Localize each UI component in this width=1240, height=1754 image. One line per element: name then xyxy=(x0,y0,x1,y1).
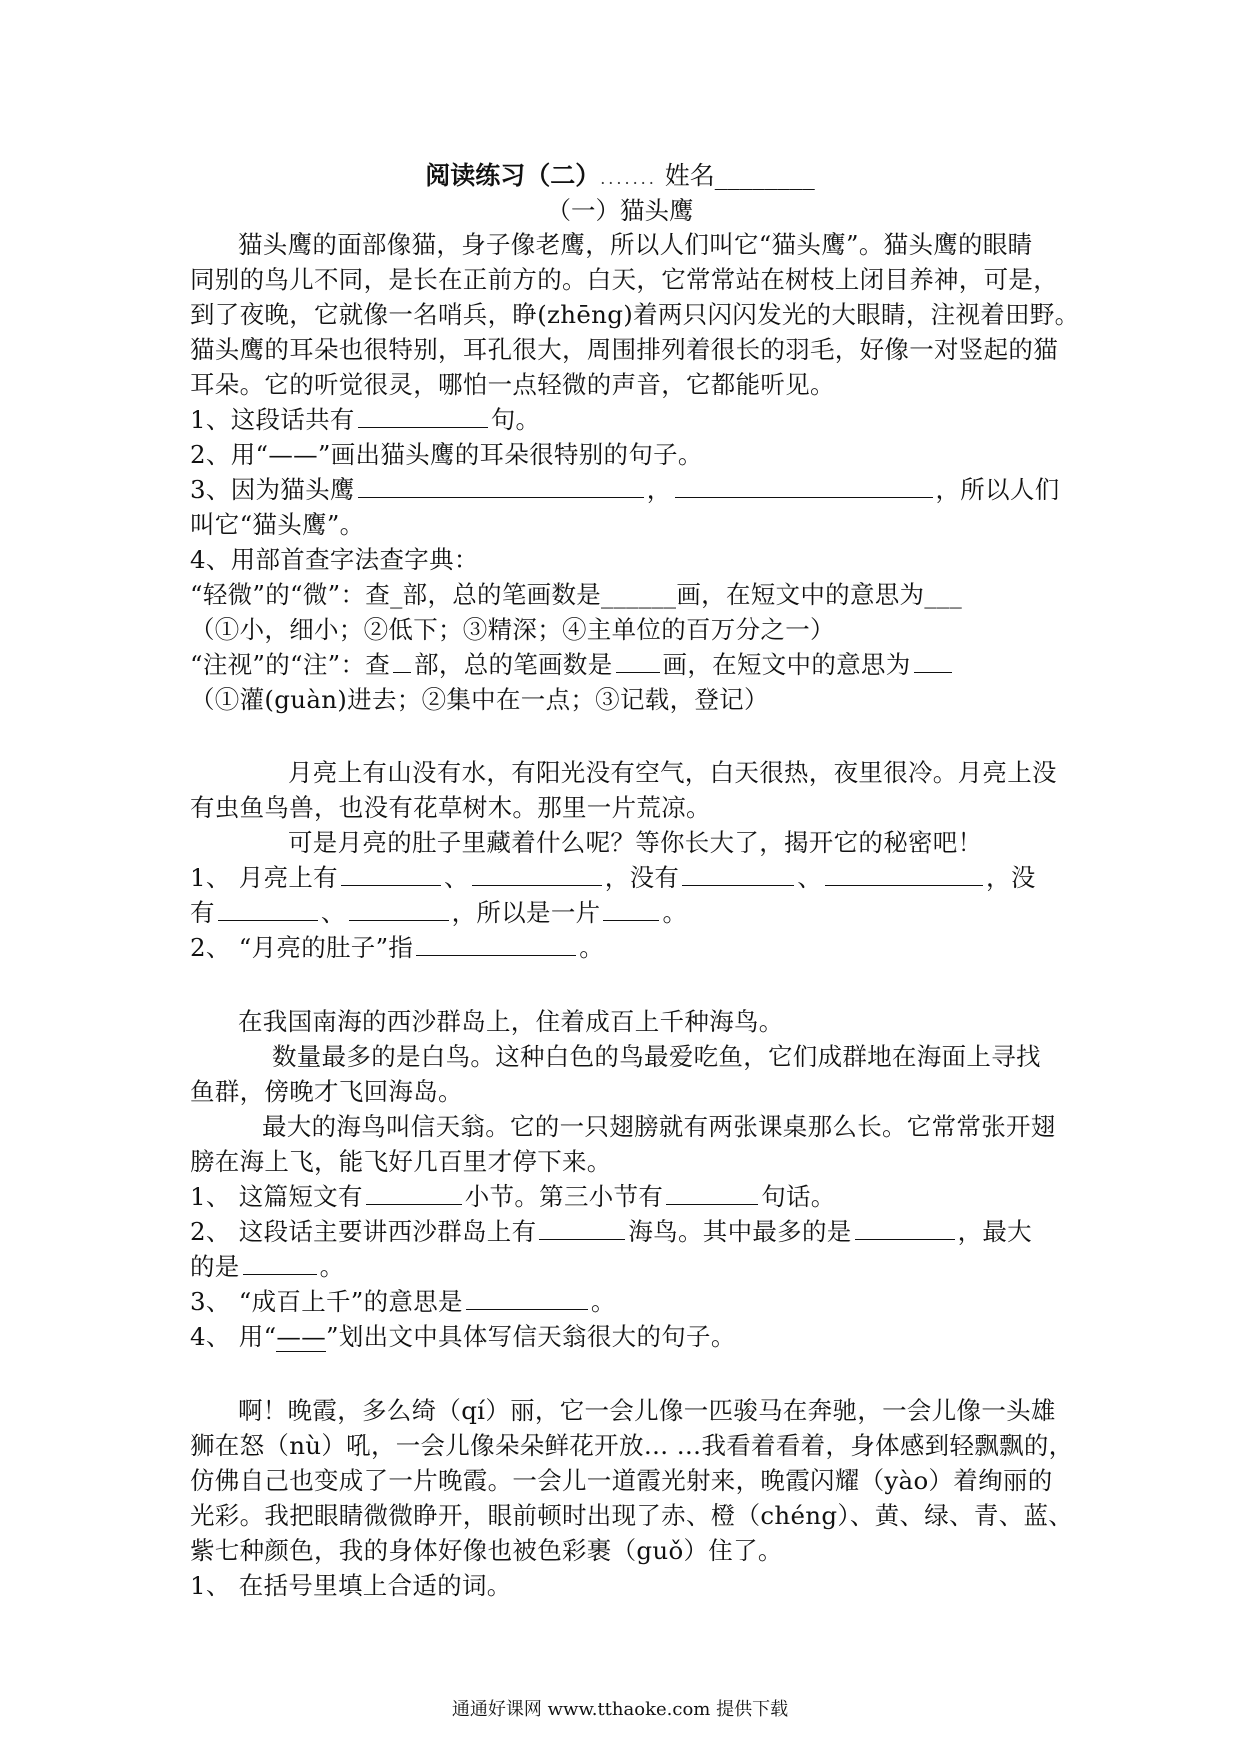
answer-blank[interactable] xyxy=(366,1180,462,1205)
question-4-zhu-options: （①灌(guàn)进去；②集中在一点；③记载，登记） xyxy=(190,685,769,714)
answer-blank[interactable] xyxy=(603,896,659,921)
answer-blank[interactable] xyxy=(472,861,602,886)
answer-blank[interactable] xyxy=(358,403,488,428)
section3-line: 膀在海上飞，能飞好几百里才停下来。 xyxy=(190,1147,612,1176)
answer-blank[interactable] xyxy=(349,896,449,921)
section3-line: 数量最多的是白鸟。这种白色的鸟最爱吃鱼，它们成群地在海面上寻找 xyxy=(272,1042,1041,1071)
section3-question-1: 1、 这篇短文有 小节。第三小节有 句话。 xyxy=(190,1182,836,1211)
section4-line: 紫七种颜色，我的身体好像也被色彩裹（guǒ）住了。 xyxy=(190,1536,783,1565)
section1-line: 耳朵。它的听觉很灵，哪怕一点轻微的声音，它都能听见。 xyxy=(190,370,835,399)
section2-question-2: 2、 “月亮的肚子”指 。 xyxy=(190,933,605,962)
section4-question-1: 1、 在括号里填上合适的词。 xyxy=(190,1571,512,1600)
section1-line: 同别的鸟儿不同，是长在正前方的。白天，它常常站在树枝上闭目养神，可是， xyxy=(190,265,1058,294)
section3-question-2: 2、 这段话主要讲西沙群岛上有 海鸟。其中最多的是 ，最大 xyxy=(190,1217,1032,1246)
section1-question-2: 2、用“——”画出猫头鹰的耳朵很特别的句子。 xyxy=(190,440,703,469)
section1-line: 到了夜晚，它就像一名哨兵，睁(zhēng)着两只闪闪发光的大眼睛，注视着田野。 xyxy=(190,300,1080,329)
answer-blank[interactable] xyxy=(393,648,411,673)
section1-question-3-cont: 叫它“猫头鹰”。 xyxy=(190,510,365,539)
underlined-dash: —— xyxy=(276,1322,327,1351)
section4-line: 光彩。我把眼睛微微睁开，眼前顿时出现了赤、橙（chéng）、黄、绿、青、蓝、 xyxy=(190,1501,1074,1530)
section3-question-2-cont: 的是 。 xyxy=(190,1252,345,1281)
section2-line: 可是月亮的肚子里藏着什么呢？等你长大了，揭开它的秘密吧！ xyxy=(288,828,983,857)
footer-credit: 通通好课网 www.tthaoke.com 提供下载 xyxy=(451,1699,789,1720)
answer-blank[interactable] xyxy=(358,473,644,498)
worksheet-title: 阅读练习（二） xyxy=(425,161,601,190)
section1-question-4: 4、用部首查字法查字典： xyxy=(190,545,479,574)
section2-question-1-cont: 有 、 ，所以是一片 。 xyxy=(190,898,688,927)
answer-blank[interactable] xyxy=(914,648,952,673)
section4-line: 仿佛自己也变成了一片晚霞。一会儿一道霞光射来，晚霞闪耀（yào）着绚丽的 xyxy=(190,1466,1053,1495)
section1-question-3: 3、因为猫头鹰 ， ，所以人们 xyxy=(190,475,1060,504)
answer-blank[interactable] xyxy=(218,896,318,921)
section1-subtitle: （一）猫头鹰 xyxy=(546,196,694,225)
answer-blank[interactable] xyxy=(539,1215,625,1240)
question-4-wei-options: （①小，细小；②低下；③精深；④主单位的百万分之一） xyxy=(190,615,835,644)
section2-line: 有虫鱼鸟兽，也没有花草树木。那里一片荒凉。 xyxy=(190,793,711,822)
section3-question-4: 4、 用“——”划出文中具体写信天翁很大的句子。 xyxy=(190,1322,736,1351)
section3-question-3: 3、 “成百上千”的意思是 。 xyxy=(190,1287,616,1316)
answer-blank[interactable] xyxy=(675,473,933,498)
section1-line: 猫头鹰的面部像猫，身子像老鹰，所以人们叫它“猫头鹰”。猫头鹰的眼睛 xyxy=(238,230,1033,259)
answer-blank[interactable] xyxy=(341,861,441,886)
section4-line: 狮在怒（nù）吼，一会儿像朵朵鲜花开放… …我看着看着，身体感到轻飘飘的， xyxy=(190,1431,1074,1460)
question-4-zhu: “注视”的“注”：查 部，总的笔画数是 画，在短文中的意思为 xyxy=(190,648,955,682)
answer-blank[interactable] xyxy=(466,1285,588,1310)
answer-blank[interactable] xyxy=(616,648,660,673)
answer-blank[interactable] xyxy=(666,1180,758,1205)
worksheet-header xyxy=(0,158,1240,197)
answer-blank[interactable] xyxy=(243,1250,317,1275)
answer-blank[interactable] xyxy=(416,931,576,956)
section1-line: 猫头鹰的耳朵也很特别，耳孔很大，周围排列着很长的羽毛，好像一对竖起的猫 xyxy=(190,335,1058,364)
section1-question-1: 1、这段话共有 句。 xyxy=(190,405,541,434)
question-4-wei: “轻微”的“微”：查_部，总的笔画数是______画，在短文中的意思为___ xyxy=(190,580,962,609)
section2-question-1: 1、 月亮上有 、 ，没有 、 ，没 xyxy=(190,863,1036,892)
answer-blank[interactable] xyxy=(825,861,983,886)
section2-line: 月亮上有山没有水，有阳光没有空气，白天很热，夜里很冷。月亮上没 xyxy=(288,758,1057,787)
name-label: 姓名________ xyxy=(664,161,815,190)
answer-blank[interactable] xyxy=(855,1215,955,1240)
section3-line: 鱼群，傍晚才飞回海岛。 xyxy=(190,1077,463,1106)
title-dots: ....... xyxy=(600,169,657,188)
section4-line: 啊！晚霞，多么绮（qí）丽，它一会儿像一匹骏马在奔驰，一会儿像一头雄 xyxy=(238,1396,1056,1425)
answer-blank[interactable] xyxy=(682,861,794,886)
section3-line: 在我国南海的西沙群岛上，住着成百上千种海鸟。 xyxy=(238,1007,784,1036)
section3-line: 最大的海鸟叫信天翁。它的一只翅膀就有两张课桌那么长。它常常张开翅 xyxy=(262,1112,1056,1141)
